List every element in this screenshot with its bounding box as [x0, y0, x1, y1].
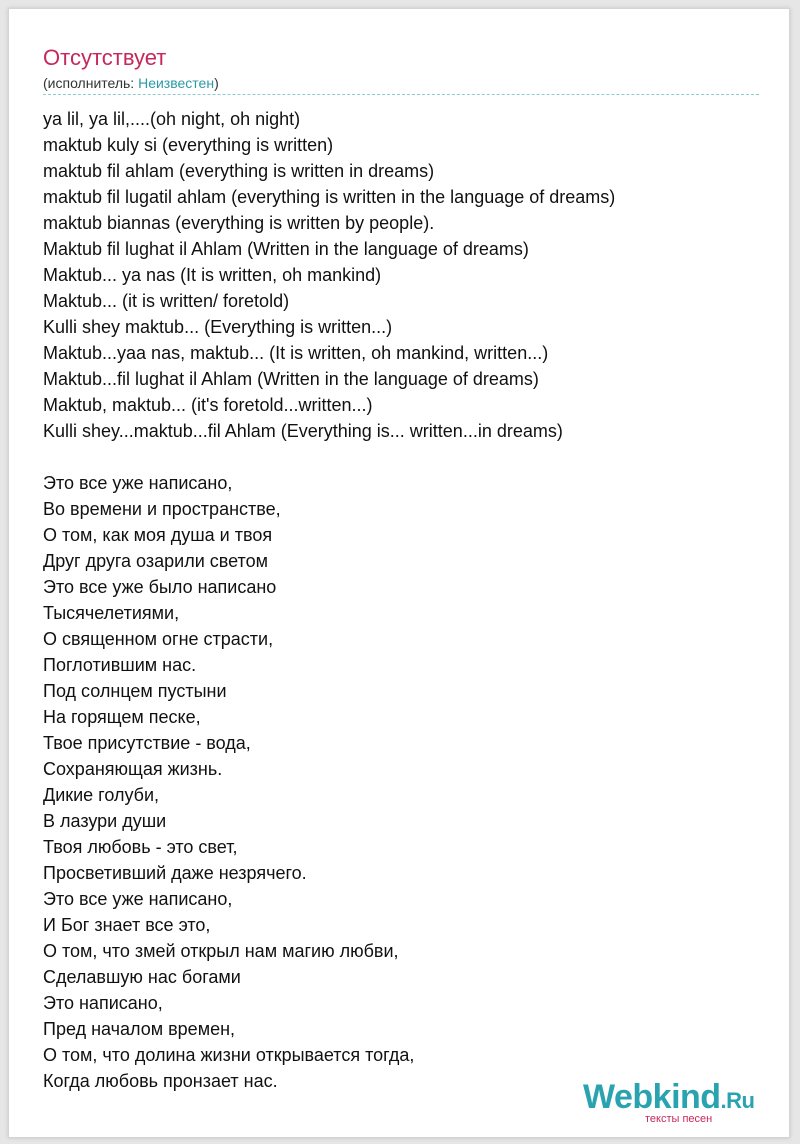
- lyric-line: Друг друга озарили светом: [43, 551, 268, 571]
- lyrics-body: [43, 106, 763, 1094]
- lyric-line: Kulli shey...maktub...fil Ahlam (Everything is... written...in dreams): [43, 421, 563, 441]
- lyric-line: maktub fil ahlam (everything is written in dreams): [43, 161, 435, 181]
- artist-link[interactable]: Неизвестен: [138, 75, 215, 91]
- russian-verse: [43, 470, 763, 1094]
- header-divider: [43, 94, 759, 95]
- stanza-gap: [43, 444, 763, 470]
- lyric-line: Когда любовь пронзает нас.: [43, 1071, 278, 1091]
- lyric-line: Сохраняющая жизнь.: [43, 759, 223, 779]
- lyric-line: maktub fil lugatil ahlam (everything is written in the language of dreams): [43, 187, 616, 207]
- logo-tagline: тексты песен: [645, 1113, 713, 1125]
- lyric-line: Просветивший даже незрячего.: [43, 863, 307, 883]
- lyric-line: Поглотившим нас.: [43, 655, 197, 675]
- lyric-line: maktub biannas (everything is written by people).: [43, 213, 435, 233]
- artist-prefix: (исполнитель:: [43, 75, 139, 91]
- artist-line: [43, 74, 219, 92]
- lyric-line: В лазури души: [43, 811, 167, 831]
- lyric-line: Это все уже написано,: [43, 889, 233, 909]
- lyric-line: Под солнцем пустыни: [43, 681, 227, 701]
- logo-domain-text: .Ru: [720, 1088, 755, 1113]
- lyric-line: Это все уже было написано: [43, 577, 277, 597]
- lyric-line: Твоя любовь - это свет,: [43, 837, 238, 857]
- lyric-line: Пред началом времен,: [43, 1019, 236, 1039]
- lyric-line: Твое присутствие - вода,: [43, 733, 251, 753]
- lyric-line: Это написано,: [43, 993, 163, 1013]
- lyric-line: Kulli shey maktub... (Everything is written...): [43, 317, 393, 337]
- lyric-line: На горящем песке,: [43, 707, 201, 727]
- webkind-logo[interactable]: [583, 1077, 783, 1127]
- artist-suffix: ): [214, 75, 219, 91]
- lyric-line: Дикие голуби,: [43, 785, 160, 805]
- song-title: Отсутствует: [43, 45, 167, 70]
- lyric-line: ya lil, ya lil,....(oh night, oh night): [43, 109, 301, 129]
- lyric-line: Maktub... (it is written/ foretold): [43, 291, 290, 311]
- lyric-line: О священном огне страсти,: [43, 629, 274, 649]
- lyric-line: Maktub...yaa nas, maktub... (It is written, oh mankind, written...): [43, 343, 549, 363]
- lyric-line: Тысячелетиями,: [43, 603, 180, 623]
- lyric-line: maktub kuly si (everything is written): [43, 135, 334, 155]
- lyric-line: Это все уже написано,: [43, 473, 233, 493]
- english-verse: [43, 106, 763, 444]
- lyric-line: Maktub, maktub... (it's foretold...written...): [43, 395, 373, 415]
- lyric-line: О том, что долина жизни открывается тогда,: [43, 1045, 415, 1065]
- lyric-line: О том, что змей открыл нам магию любви,: [43, 941, 399, 961]
- logo-main-text: Webkind: [583, 1078, 721, 1116]
- lyrics-sheet: [8, 8, 790, 1138]
- lyric-line: Maktub...fil lughat il Ahlam (Written in the language of dreams): [43, 369, 539, 389]
- lyric-line: И Бог знает все это,: [43, 915, 211, 935]
- lyric-line: Сделавшую нас богами: [43, 967, 241, 987]
- lyric-line: Maktub... ya nas (It is written, oh mankind): [43, 265, 382, 285]
- lyric-line: О том, как моя душа и твоя: [43, 525, 273, 545]
- lyric-line: Maktub fil lughat il Ahlam (Written in the language of dreams): [43, 239, 529, 259]
- lyric-line: Во времени и пространстве,: [43, 499, 281, 519]
